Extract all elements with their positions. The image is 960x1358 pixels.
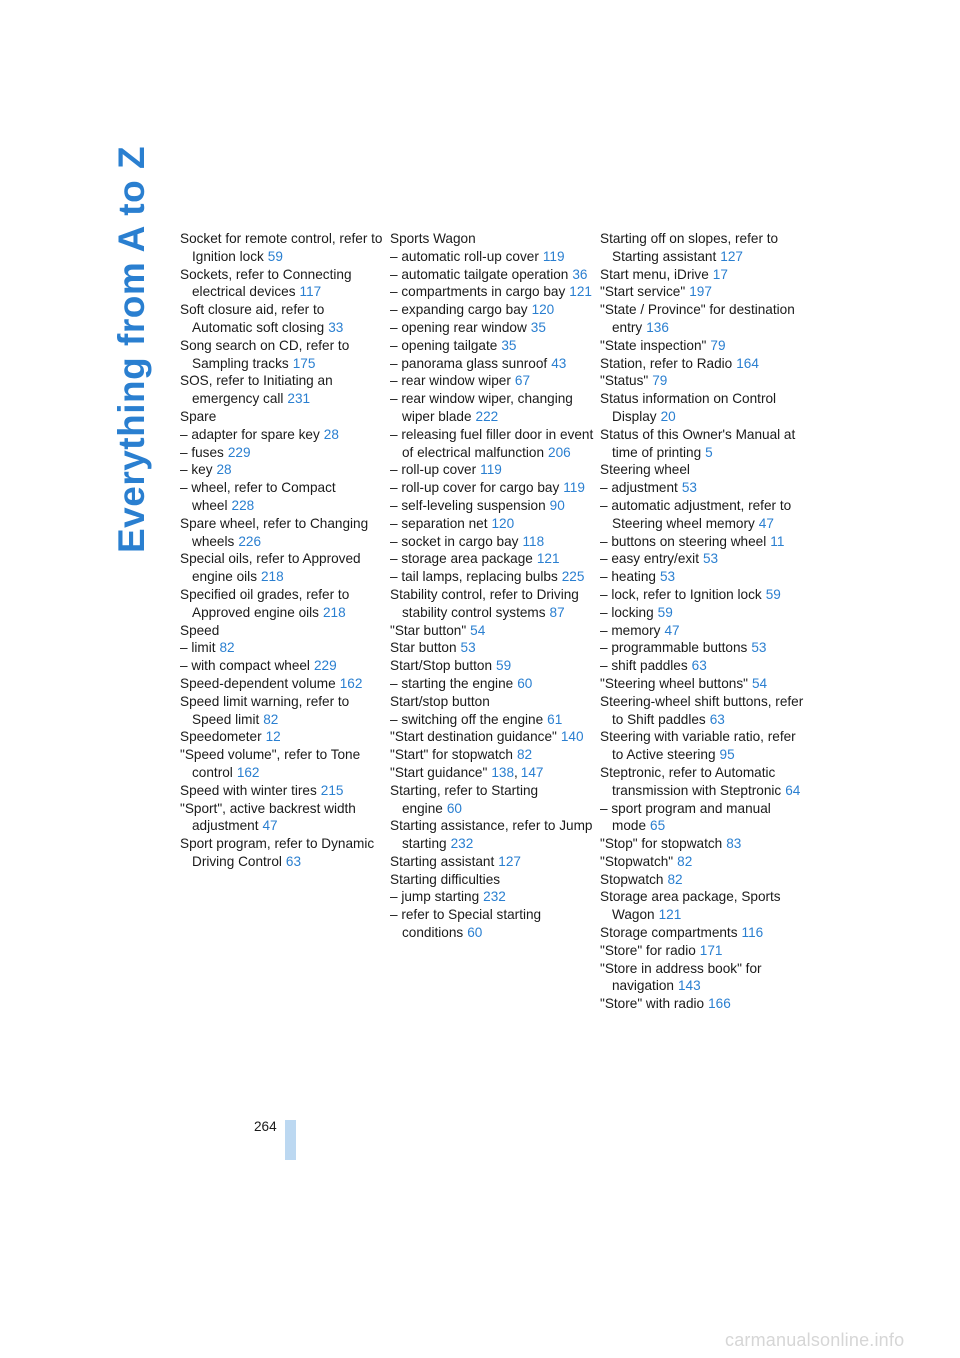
page-reference-link[interactable]: 60 [517, 675, 533, 691]
page-reference-link[interactable]: 53 [681, 480, 697, 496]
index-entry-text: Steptronic, refer to Automatic transmission with Steptronic [600, 764, 782, 798]
index-entry [390, 622, 595, 640]
index-entry [600, 550, 805, 568]
index-entry-text: Sockets, refer to Connecting electrical devices [180, 266, 352, 300]
index-entry-text: "Sport", active backrest width adjustment [180, 800, 356, 834]
page-reference-link[interactable]: 162 [339, 675, 363, 691]
page-reference-link[interactable]: 53 [659, 569, 676, 585]
index-entry-text: Speed with winter tires [180, 782, 317, 798]
index-entry-text: Speed [180, 622, 220, 638]
index-entry-text: "Star button" [390, 622, 467, 638]
page-reference-link[interactable]: 171 [699, 942, 723, 958]
index-entry-text: – storage area package [390, 551, 533, 567]
index-entry [390, 657, 595, 675]
page-reference-link[interactable]: 162 [236, 764, 260, 780]
page-reference-link[interactable]: 116 [741, 925, 764, 941]
index-entry [600, 871, 805, 889]
index-entry [180, 337, 385, 373]
index-entry [180, 639, 385, 657]
index-entry [600, 568, 805, 586]
index-entry [600, 675, 805, 693]
index-entry-text: Special oils, refer to Approved engine oils [180, 551, 361, 585]
index-entry [390, 372, 595, 390]
page-reference-link[interactable]: 143 [677, 978, 701, 994]
page-reference-link[interactable]: 127 [720, 248, 743, 264]
index-entry-text: Sport program, refer to Dynamic Driving Control [180, 836, 375, 869]
page-reference-link[interactable]: 47 [664, 622, 680, 638]
index-entry [600, 337, 805, 355]
index-entry-text: Spare [180, 408, 217, 424]
index-entry [180, 657, 385, 675]
page-reference-link[interactable]: 82 [516, 747, 533, 763]
index-entry [600, 657, 805, 675]
index-entry [600, 301, 805, 337]
index-entry-text: – panorama glass sunroof [390, 355, 548, 371]
index-entry [180, 230, 385, 266]
index-entry [180, 746, 385, 782]
page-reference-link[interactable]: 28 [323, 426, 339, 442]
page-reference-link[interactable]: 121 [658, 907, 682, 923]
page-reference-link[interactable]: 136 [646, 319, 669, 335]
index-entry-text: – starting the engine [390, 675, 514, 691]
index-entry-text: – programmable buttons [600, 640, 748, 656]
page-reference-link[interactable]: 82 [667, 871, 683, 887]
page-reference-link[interactable]: 119 [563, 480, 585, 496]
page-reference-link[interactable]: 206 [548, 444, 571, 460]
index-entry [390, 675, 595, 693]
page-reference-link[interactable]: 47 [758, 515, 774, 531]
index-entry [390, 479, 595, 497]
index-entry-text: Steering with variable ratio, refer to Active steering [600, 729, 796, 763]
index-entry-text: "Start service" [600, 284, 686, 300]
page-reference-link[interactable]: 222 [475, 408, 499, 424]
page-reference-link[interactable]: 229 [313, 658, 337, 674]
index-entry [390, 746, 595, 764]
page-reference-link[interactable]: 82 [219, 640, 235, 656]
index-entry-text: – compartments in cargo bay [390, 284, 566, 300]
page-reference-link[interactable]: 117 [299, 284, 322, 300]
index-entry [600, 853, 805, 871]
index-entry-text: Starting assistant [390, 853, 495, 869]
page-reference-link[interactable]: 59 [765, 586, 781, 602]
index-entry [180, 479, 385, 515]
index-entry [390, 711, 595, 729]
index-entry [390, 248, 595, 266]
index-entry [600, 888, 805, 924]
index-entry-text: Stability control, refer to Driving stability control systems [390, 586, 579, 620]
index-entry [390, 319, 595, 337]
index-entry [390, 586, 595, 622]
index-entry [600, 497, 805, 533]
page-reference-link[interactable]: 11 [770, 533, 785, 549]
page-reference-link[interactable]: 218 [261, 569, 284, 585]
page-reference-link[interactable]: 228 [231, 497, 255, 513]
index-entry [180, 426, 385, 444]
page-reference-link[interactable]: 95 [719, 747, 735, 763]
index-entry [600, 604, 805, 622]
page-reference-link[interactable]: 120 [531, 302, 555, 318]
index-entry-text: Speed-dependent volume [180, 675, 336, 691]
index-entry-text: Star button [390, 640, 457, 656]
index-entry [390, 461, 595, 479]
index-entry-text: – locking [600, 604, 654, 620]
index-entry-text: SOS, refer to Initiating an emergency call [180, 373, 333, 407]
index-entry-text: Start/stop button [390, 693, 490, 709]
index-entry [390, 550, 595, 568]
index-entry [600, 639, 805, 657]
section-title: Everything from A to Z [111, 145, 152, 553]
index-entry [390, 497, 595, 515]
page-reference-link[interactable]: 118 [522, 533, 545, 549]
page-reference-link[interactable]: 60 [467, 925, 483, 941]
index-entry-text: – limit [180, 640, 216, 656]
index-entry [390, 301, 595, 319]
index-entry [390, 515, 595, 533]
page-reference-link[interactable]: 35 [530, 319, 546, 335]
page-reference-link[interactable]: 59 [657, 604, 673, 620]
page-reference-link[interactable]: 231 [287, 391, 311, 407]
index-entry [390, 853, 595, 871]
index-entry-text: Status information on Control Display [600, 391, 777, 424]
index-entry-text: Spare wheel, refer to Changing wheels [180, 515, 369, 549]
index-entry-text: – wheel, refer to Compact wheel [180, 480, 336, 513]
index-entry [390, 782, 595, 818]
index-entry-text: – switching off the engine [390, 711, 544, 727]
index-entry-text: "Start destination guidance" [390, 729, 557, 745]
index-entry-text: – self-leveling suspension [390, 497, 546, 513]
index-entry-text: – automatic tailgate operation [390, 266, 569, 282]
page-reference-link[interactable]: 67 [514, 373, 531, 389]
page-reference-link[interactable]: 215 [320, 782, 344, 798]
index-entry-text: "Status" [600, 373, 649, 389]
index-entry-text: "Store in address book" for navigation [600, 960, 762, 994]
index-entry [600, 728, 805, 764]
index-entry-text: – expanding cargo bay [390, 302, 528, 318]
page-reference-link[interactable]: 59 [496, 658, 512, 674]
index-entry-text: "Stopwatch" [600, 853, 674, 869]
page-reference-link[interactable]: 36 [572, 266, 588, 282]
index-entry-text: – rear window wiper, changing wiper blade [390, 391, 573, 424]
page-reference-link[interactable]: 61 [547, 711, 563, 727]
page-number: 264 [254, 1119, 277, 1134]
index-entry [600, 764, 805, 800]
index-entry-text: – tail lamps, replacing bulbs [390, 569, 558, 585]
page-reference-link[interactable]: 47 [262, 818, 278, 834]
index-entry [390, 871, 595, 889]
page-reference-link[interactable]: 166 [708, 996, 731, 1012]
page-reference-link[interactable]: 229 [227, 444, 251, 460]
index-entry-text: – adapter for spare key [180, 426, 320, 442]
index-entry-text: – separation net [390, 515, 488, 531]
page-reference-link[interactable]: 226 [238, 533, 262, 549]
index-entry [180, 622, 385, 640]
index-entry-text: Storage compartments [600, 925, 738, 941]
page-reference-link[interactable]: 127 [498, 853, 521, 869]
index-column-3 [600, 230, 805, 1013]
page-number-bar [285, 1120, 296, 1160]
index-entry-text: – adjustment [600, 480, 678, 496]
index-entry-text: "Start guidance" [390, 764, 488, 780]
index-entry [180, 301, 385, 337]
index-entry-text: Speedometer [180, 729, 262, 745]
index-entry [390, 888, 595, 906]
index-entry [600, 355, 805, 373]
page-reference-link[interactable]: 120 [491, 515, 515, 531]
page-reference-link[interactable]: 79 [652, 373, 668, 389]
index-entry [600, 479, 805, 497]
index-entry [390, 283, 595, 301]
page-reference-link[interactable]: 35 [501, 337, 517, 353]
index-entry [600, 693, 805, 729]
page-reference-link[interactable]: 232 [450, 836, 474, 852]
page-reference-link[interactable]: 65 [650, 818, 666, 834]
page-reference-link[interactable]: 232 [483, 889, 506, 905]
index-entry [180, 408, 385, 426]
index-entry [180, 372, 385, 408]
page-reference-link[interactable]: 43 [551, 355, 567, 371]
page-reference-link[interactable]: 82 [263, 711, 279, 727]
index-entry [180, 835, 385, 871]
index-entry-text: – rear window wiper [390, 373, 511, 389]
index-entry-text: – jump starting [390, 889, 480, 905]
index-entry [390, 355, 595, 373]
index-entry [600, 283, 805, 301]
index-entry-text: "State / Province" for destination entry [600, 302, 795, 335]
index-entry-text: Starting off on slopes, refer to Starting assistant [600, 231, 779, 264]
index-entry-text: – refer to Special starting conditions [390, 907, 542, 941]
page-reference-link[interactable]: 225 [561, 569, 585, 585]
index-entry-text: Starting, refer to Starting engine [390, 782, 539, 816]
index-entry-text: – key [180, 462, 213, 478]
index-entry-text: – socket in cargo bay [390, 533, 519, 549]
index-entry-text: – memory [600, 622, 661, 638]
index-entry [390, 728, 595, 746]
page-reference-link[interactable]: 83 [726, 836, 742, 852]
index-entry-text: – shift paddles [600, 658, 688, 674]
index-entry [390, 390, 595, 426]
index-entry [180, 782, 385, 800]
index-entry-text: Start menu, iDrive [600, 266, 709, 282]
index-entry-text: "Speed volume", refer to Tone control [180, 747, 361, 780]
index-entry-text: Soft closure aid, refer to Automatic soft closing [180, 302, 325, 335]
index-entry-text: Song search on CD, refer to Sampling tracks [180, 337, 350, 371]
page-reference-link[interactable]: 138 [491, 764, 515, 780]
page-reference-link[interactable]: 119 [542, 248, 565, 264]
page-reference-link[interactable]: 63 [709, 711, 725, 727]
index-entry-text: Specified oil grades, refer to Approved engine oils [180, 586, 350, 620]
index-entry-text: – heating [600, 569, 656, 585]
index-entry [180, 461, 385, 479]
page-reference-link[interactable]: 60 [446, 800, 462, 816]
page-reference-link[interactable]: 33 [328, 319, 344, 335]
index-entry [390, 817, 595, 853]
index-column-2 [390, 230, 595, 942]
page-reference-link[interactable]: 64 [785, 782, 801, 798]
page-reference-link[interactable]: 28 [216, 462, 232, 478]
page-reference-link[interactable]: 90 [549, 497, 565, 513]
index-entry-text: – buttons on steering wheel [600, 533, 767, 549]
index-entry [600, 942, 805, 960]
index-entry-text: "Steering wheel buttons" [600, 675, 748, 691]
index-entry-text: "Start" for stopwatch [390, 747, 513, 763]
page-reference-link[interactable]: 175 [292, 355, 316, 371]
index-entry [600, 995, 805, 1013]
index-entry [390, 266, 595, 284]
page-reference-link[interactable]: 121 [569, 284, 592, 300]
index-entry-text: – roll-up cover for cargo bay [390, 480, 560, 496]
index-entry [600, 800, 805, 836]
index-entry-text: "Store" for radio [600, 942, 696, 958]
index-entry-text: Status of this Owner's Manual at time of printing [600, 426, 796, 460]
index-entry-text: – automatic adjustment, refer to Steering wheel memory [600, 497, 792, 531]
index-entry [180, 515, 385, 551]
page-reference-link[interactable]: 218 [322, 604, 346, 620]
page-reference-link[interactable]: 20 [660, 408, 676, 424]
index-entry-text: Start/Stop button [390, 658, 493, 674]
index-entry [390, 337, 595, 355]
index-entry-text: Steering wheel [600, 462, 690, 478]
page-reference-link[interactable]: 82 [677, 853, 693, 869]
index-entry-text: – releasing fuel filler door in event of electrical malfunction [390, 426, 594, 460]
index-entry-text: Station, refer to Radio [600, 355, 733, 371]
index-entry-text: Starting assistance, refer to Jump starting [390, 818, 593, 852]
index-entry [390, 568, 595, 586]
index-entry-text: Starting difficulties [390, 871, 501, 887]
index-entry-text: Sports Wagon [390, 231, 476, 246]
index-entry [390, 230, 595, 248]
page-reference-link[interactable]: 5 [705, 444, 713, 460]
index-entry [600, 230, 805, 266]
index-entry: "Start guidance" 138, 147 [390, 764, 544, 780]
page-reference-link[interactable]: 54 [470, 622, 486, 638]
index-entry [390, 426, 595, 462]
page-reference-link[interactable]: 59 [267, 248, 283, 264]
index-entry-text: Speed limit warning, refer to Speed limit [180, 693, 350, 727]
index-entry-text: Socket for remote control, refer to Ignition lock [180, 231, 383, 264]
index-entry-text: – fuses [180, 444, 224, 460]
index-entry [180, 728, 385, 746]
index-entry-text: "Store" with radio [600, 996, 705, 1012]
index-entry-text: "Stop" for stopwatch [600, 836, 723, 852]
index-entry [600, 426, 805, 462]
page-reference-link[interactable]: 121 [536, 551, 560, 567]
index-entry-text: – opening rear window [390, 319, 527, 335]
page-reference-link[interactable]: 63 [285, 853, 302, 869]
index-entry [600, 622, 805, 640]
index-entry [180, 586, 385, 622]
watermark: carmanualsonline.info [725, 1330, 905, 1350]
index-column-1 [180, 230, 385, 871]
index-entry [600, 372, 805, 390]
page-reference-link[interactable]: 53 [460, 640, 476, 656]
index-entry-text: – roll-up cover [390, 462, 477, 478]
page-reference-link[interactable]: 140 [560, 729, 584, 745]
index-entry [600, 266, 805, 284]
index-entry [390, 906, 595, 942]
index-entry-text: "State inspection" [600, 337, 707, 353]
index-entry [390, 693, 595, 711]
index-entry-text: – sport program and manual mode [600, 800, 771, 834]
index-entry-text: – automatic roll-up cover [390, 248, 539, 264]
index-entry-text: – opening tailgate [390, 337, 498, 353]
index-entry-text: Stopwatch [600, 871, 664, 887]
index-entry [600, 390, 805, 426]
index-entry [180, 693, 385, 729]
index-entry [600, 461, 805, 479]
page-reference-link[interactable]: 119 [480, 462, 502, 478]
index-entry-text: Steering-wheel shift buttons, refer to Shift paddles [600, 693, 804, 727]
index-entry [600, 835, 805, 853]
index-entry [600, 533, 805, 551]
page-reference-link[interactable]: 54 [751, 675, 768, 691]
page-reference-link[interactable]: 147 [520, 764, 544, 780]
index-entry [180, 675, 385, 693]
index-entry [180, 444, 385, 462]
index-entry [180, 266, 385, 302]
page-reference-link[interactable]: 53 [702, 551, 719, 567]
index-entry [600, 960, 805, 996]
index-entry-text: – lock, refer to Ignition lock [600, 586, 762, 602]
index-entry [180, 800, 385, 836]
page-reference-link[interactable]: 87 [549, 604, 565, 620]
page-reference-link[interactable]: 53 [751, 640, 767, 656]
index-entry [600, 924, 805, 942]
index-entry-text: – easy entry/exit [600, 551, 699, 567]
page-reference-link[interactable]: 12 [265, 729, 281, 745]
page-reference-link[interactable]: 79 [710, 337, 726, 353]
index-entry [600, 586, 805, 604]
index-entry [180, 550, 385, 586]
page-reference-link[interactable]: 63 [691, 658, 707, 674]
index-entry [390, 639, 595, 657]
page-reference-link[interactable]: 17 [712, 266, 728, 282]
index-entry-text: – with compact wheel [180, 658, 310, 674]
page-reference-link[interactable]: 197 [689, 284, 712, 300]
page-reference-link[interactable]: 164 [736, 355, 759, 371]
index-entry [390, 533, 595, 551]
index-entry-text: Storage area package, Sports Wagon [600, 889, 781, 923]
